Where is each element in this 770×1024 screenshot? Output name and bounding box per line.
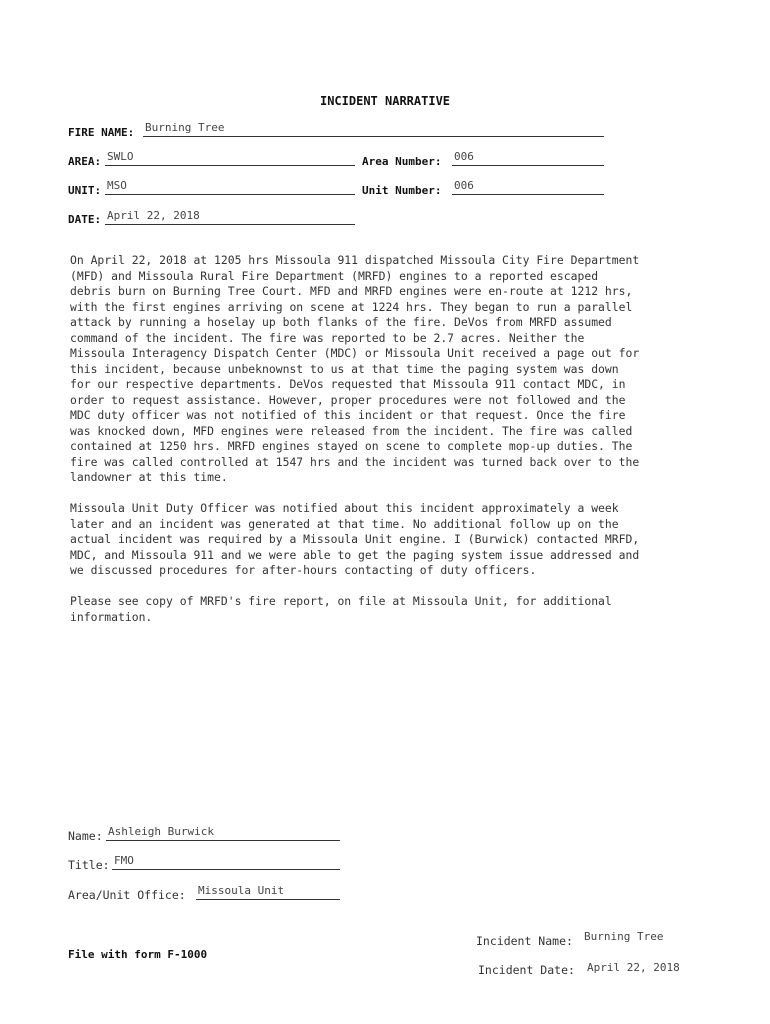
incident-date-value: April 22, 2018 [587, 961, 680, 974]
narrative-line: contained at 1250 hrs. MRFD engines stayed on scene to complete mop-up duties. The [70, 439, 633, 453]
unit-value: MSO [107, 179, 127, 192]
narrative-line: actual incident was required by a Missoula Unit engine. I (Burwick) contacted MRFD, [70, 532, 640, 546]
office-field[interactable] [196, 886, 340, 900]
unit-number-label: Unit Number: [362, 184, 442, 197]
unit-field[interactable] [105, 181, 355, 195]
unit-number-field[interactable] [452, 181, 604, 195]
area-field[interactable] [105, 152, 355, 166]
narrative-line: MDC duty officer was not notified of this incident or that request. Once the fire [70, 408, 626, 422]
document-title: INCIDENT NARRATIVE [319, 94, 451, 108]
office-label: Area/Unit Office: [68, 888, 186, 902]
date-value: April 22, 2018 [107, 209, 200, 222]
incident-date-field[interactable] [585, 961, 725, 975]
narrative-paragraph [70, 501, 710, 579]
area-number-field[interactable] [452, 152, 604, 166]
narrative-paragraph [70, 594, 710, 625]
title-field[interactable] [112, 856, 340, 870]
date-label: DATE: [68, 213, 102, 226]
narrative-line: we discussed procedures for after-hours contacting of duty officers. [70, 563, 537, 577]
narrative-line: Please see copy of MRFD's fire report, on file at Missoula Unit, for additional [70, 594, 612, 608]
date-field[interactable] [105, 211, 355, 225]
narrative-line: fire was called controlled at 1547 hrs and the incident was turned back over to the [70, 454, 640, 469]
fire-name-value: Burning Tree [145, 121, 225, 134]
file-with-form-note: File with form F-1000 [68, 948, 208, 961]
unit-number-value: 006 [454, 179, 474, 192]
narrative-paragraph [70, 253, 710, 486]
narrative-line: this incident, because unbeknownst to us at that time the paging system was down [70, 361, 619, 376]
narrative-line: was knocked down, MFD engines were released from the incident. The fire was called [70, 423, 633, 438]
fire-name-label: FIRE NAME: [68, 126, 135, 139]
name-label: Name: [68, 829, 103, 843]
incident-date-label: Incident Date: [478, 963, 575, 977]
narrative-line: landowner at this time. [70, 470, 228, 484]
title-value: FMO [114, 854, 134, 867]
area-label: AREA: [68, 155, 102, 168]
narrative-line: information. [70, 609, 153, 624]
narrative-line: attack by running a hoselay up both flanks of the fire. DeVos from MRFD assumed [70, 315, 612, 329]
narrative-line: On April 22, 2018 at 1205 hrs Missoula 911 dispatched Missoula City Fire Department [70, 253, 640, 267]
narrative-line: MDC, and Missoula 911 and we were able to get the paging system issue addressed and [70, 547, 640, 562]
area-value: SWLO [107, 150, 134, 163]
narrative-line: debris burn on Burning Tree Court. MFD and MRFD engines were en-route at 1212 hrs, [70, 284, 633, 298]
narrative-line: later and an incident was generated at that time. No additional follow up on the [70, 516, 619, 531]
incident-name-value: Burning Tree [584, 930, 664, 943]
title-label: Title: [68, 858, 110, 872]
incident-name-label: Incident Name: [476, 934, 573, 948]
office-value: Missoula Unit [198, 884, 285, 897]
narrative-line: for our respective departments. DeVos requested that Missoula 911 contact MDC, in [70, 377, 626, 391]
unit-label: UNIT: [68, 184, 102, 197]
area-number-label: Area Number: [362, 155, 442, 168]
narrative-line: command of the incident. The fire was reported to be 2.7 acres. Neither the [70, 330, 585, 345]
narrative-line: order to request assistance. However, proper procedures were not followed and the [70, 392, 626, 407]
narrative-line: with the first engines arriving on scene at 1224 hrs. They began to run a parallel [70, 299, 633, 314]
name-field[interactable] [106, 827, 340, 841]
name-value: Ashleigh Burwick [108, 825, 214, 838]
narrative-line: Missoula Unit Duty Officer was notified about this incident approximately a week [70, 501, 619, 515]
area-number-value: 006 [454, 150, 474, 163]
narrative-body [70, 253, 710, 641]
narrative-line: (MFD) and Missoula Rural Fire Department (MRFD) engines to a reported escaped [70, 268, 599, 283]
narrative-line: Missoula Interagency Dispatch Center (MDC) or Missoula Unit received a page out for [70, 346, 640, 360]
incident-name-field[interactable] [582, 930, 722, 944]
fire-name-field[interactable] [143, 123, 604, 137]
